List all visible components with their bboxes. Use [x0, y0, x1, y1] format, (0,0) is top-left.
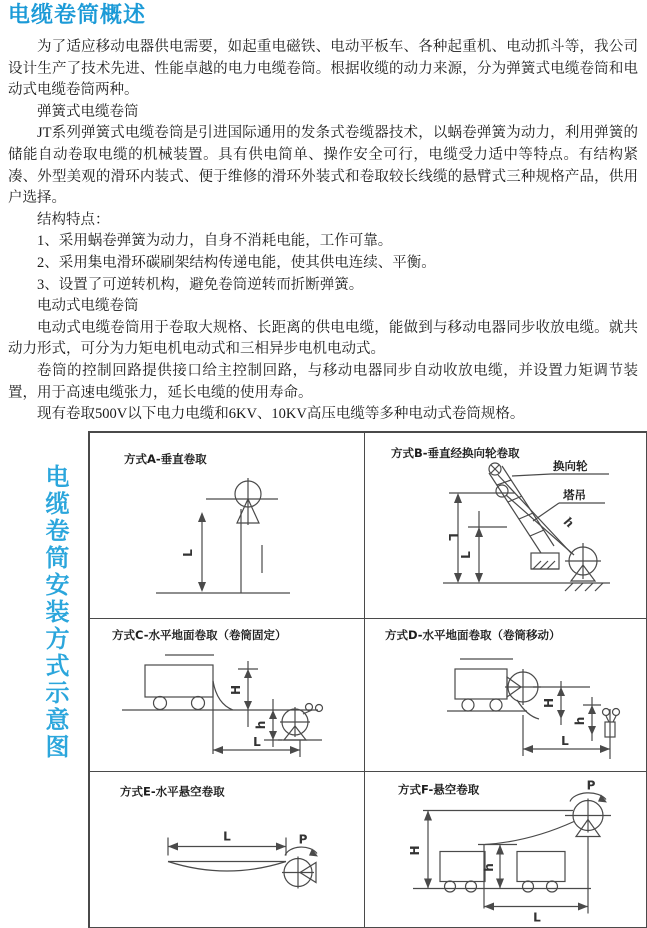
- dim-label-h-small: h: [573, 716, 587, 726]
- panel-b-title: 方式B-垂直经换向轮卷取: [391, 446, 520, 460]
- dim-label-inner: L: [459, 551, 473, 559]
- cable-span: [168, 862, 286, 872]
- dim-label-h-big: H: [542, 697, 556, 709]
- paragraph-intro: 为了适应移动电器供电需要，如起重电磁铁、电动平板车、各种起重机、电动抓斗等，我公司设计生产了技术先进、性能卓越的电力电缆卷筒。根据收缆的动力来源，分为弹簧式电缆卷筒和电动式电缆卷筒两种。: [8, 39, 638, 99]
- dim-label-h-small: h: [482, 863, 496, 872]
- paragraph-control-loop: 卷筒的控制回路提供接口给主控制回路，与移动电器同步自动收放电缆，并设置力矩调节装置，用于高速电缆张力，延长电缆的使用寿命。: [8, 362, 638, 401]
- reel-icon: [282, 857, 316, 889]
- crane-base: [531, 553, 559, 569]
- dimension-h-big: [408, 811, 432, 889]
- dimension-l: [213, 735, 300, 757]
- dimension-h-big: [229, 661, 258, 727]
- article-body: [8, 37, 638, 426]
- cart-icon-left: [440, 852, 485, 893]
- panel-e-title: 方式E-水平悬空卷取: [120, 784, 225, 799]
- rotation-arrow: [285, 833, 318, 857]
- dim-label-l: L: [181, 549, 195, 557]
- dimension-l: [181, 512, 206, 592]
- dimension-inner-l: [459, 511, 483, 583]
- panel-f-title: 方式F-悬空卷取: [398, 782, 480, 797]
- panel-f-diagram: [365, 772, 646, 927]
- panel-c-title: 方式C-水平地面卷取（卷筒固定）: [112, 628, 287, 642]
- figure-section: [0, 430, 647, 928]
- cable-line: [498, 475, 574, 555]
- panel-a: [90, 433, 365, 619]
- pulley-callout: [512, 459, 609, 476]
- crane-boom: [489, 466, 554, 553]
- dim-label-l: L: [533, 910, 541, 925]
- paragraph-specs: 现有卷取500V以下电力电缆和6KV、10KV高压电缆等多种电动式卷筒规格。: [37, 406, 525, 423]
- diagram-grid: [88, 431, 647, 928]
- dim-label-h-big: H: [408, 845, 422, 856]
- list-item-3: 3、设置了可逆转机构，避免卷筒逆转而折断弹簧。: [37, 276, 364, 293]
- panel-c: [90, 619, 365, 772]
- paragraph-motor-reel: 电动式电缆卷筒用于卷取大规格、长距离的供电电缆，能做到与移动电器同步收放电缆。就共动力形式，可分为力矩电机电动式和三相异步电机电动式。: [8, 319, 638, 358]
- cable-curve: [517, 700, 539, 719]
- reel-icon: [278, 704, 323, 741]
- cart-icon: [455, 669, 507, 711]
- cable-curve: [485, 822, 574, 845]
- dim-label-p: P: [298, 832, 308, 847]
- panel-b-diagram: [365, 433, 646, 618]
- crane-label: 塔吊: [563, 488, 586, 502]
- cart-icon-right: [517, 852, 565, 893]
- dim-label-outer: L: [446, 533, 460, 541]
- reel-icon: [206, 478, 278, 525]
- ground-hatch: [565, 583, 603, 591]
- cable-label: h: [561, 514, 577, 531]
- collector-plug-icon: [603, 709, 620, 738]
- dim-label-h-small: h: [254, 720, 268, 730]
- page-title: 电缆卷筒概述: [8, 3, 147, 28]
- dimension-outer-l: [446, 493, 462, 583]
- panel-e-diagram: [90, 772, 364, 927]
- panel-f: [365, 772, 646, 927]
- dim-label-p: P: [586, 778, 596, 793]
- cart-icon: [145, 665, 213, 710]
- reel-icon: [565, 799, 611, 837]
- panel-e: [90, 772, 365, 927]
- dim-label-l: L: [253, 735, 261, 749]
- list-item-1: 1、采用蜗卷弹簧为动力，自身不消耗电能，工作可靠。: [37, 233, 393, 250]
- pulley-label: 换向轮: [553, 459, 588, 473]
- panel-a-diagram: [90, 433, 364, 618]
- panel-d-diagram: [365, 619, 646, 771]
- panel-d: [365, 619, 646, 772]
- panel-c-diagram: [90, 619, 364, 771]
- dim-label-l: L: [223, 829, 231, 844]
- subheading-spring-reel: 弹簧式电缆卷筒: [37, 103, 139, 120]
- dimension-l: [168, 830, 286, 856]
- paragraph-spring-reel: JT系列弹簧式电缆卷筒是引进国际通用的发条式卷缆器技术，以蜗卷弹簧为动力，利用弹簧的储能自动卷取电缆的机械装置。具有供电简单、操作安全可行，电缆受力适中等特点。有结构紧凑、外型美观的滑环内装式、便于维修的滑环外装式和卷取较长线缆的悬臂式三种规格产品，供用户选择。: [8, 125, 638, 207]
- figure-side-title: 电缆卷筒安装方式示意图: [41, 464, 69, 761]
- diverting-pulley-icon: [489, 463, 501, 475]
- reel-icon: [565, 543, 601, 581]
- subheading-motor-reel: 电动式电缆卷筒: [37, 298, 139, 315]
- dim-label-h-big: H: [229, 684, 243, 696]
- list-item-2: 2、采用集电滑环碳刷架结构传递电能，使其供电连续、平衡。: [37, 254, 436, 271]
- dim-label-l: L: [561, 734, 569, 748]
- panel-a-title: 方式A-垂直卷取: [124, 452, 207, 466]
- dimension-l: [523, 709, 610, 759]
- panel-d-title: 方式D-水平地面卷取（卷筒移动）: [385, 628, 561, 642]
- subheading-features: 结构特点：: [37, 211, 110, 228]
- panel-b: [365, 433, 646, 619]
- dimension-h-small: [573, 697, 601, 741]
